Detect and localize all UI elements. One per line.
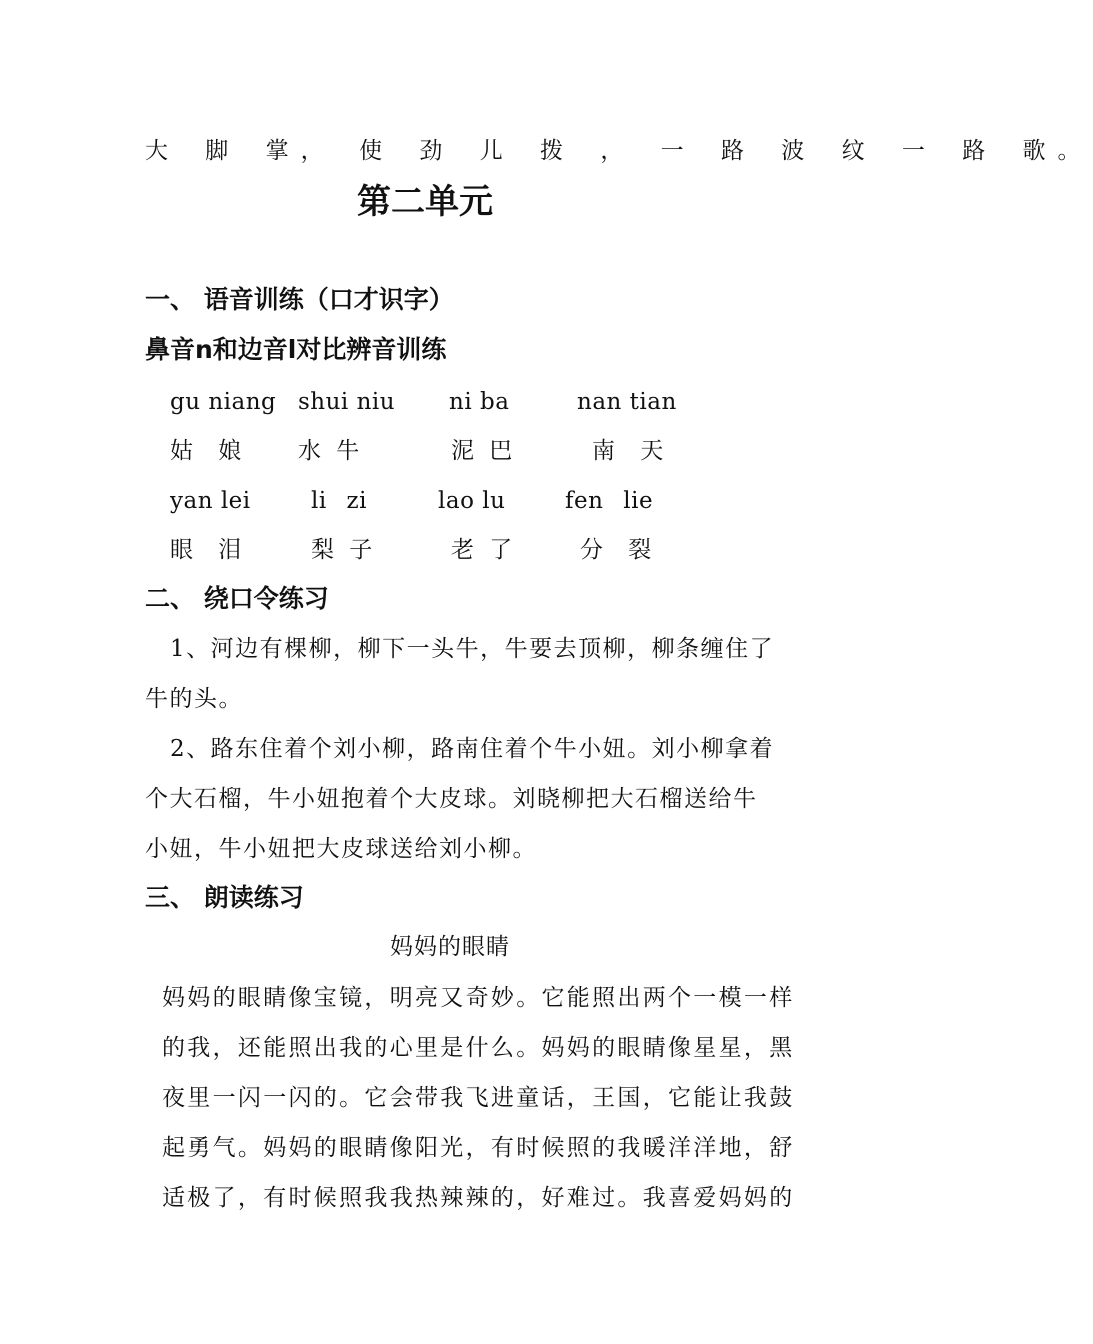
reading-line: 夜里一闪一闪的。它会带我飞进童话，王国，它能让我鼓	[162, 1085, 795, 1111]
hanzi-cell: 泥 巴	[451, 438, 513, 464]
pinyin-cell: yan lei	[170, 488, 251, 514]
top-verse-line: 大 脚 掌， 使 劲 儿 拨 ， 一 路 波 纹 一 路 歌。	[145, 138, 1093, 164]
tongue-twister-line: 2、路东住着个刘小柳，路南住着个牛小妞。刘小柳拿着	[170, 736, 775, 762]
reading-line: 起勇气。妈妈的眼睛像阳光，有时候照的我暖洋洋地，舒	[162, 1135, 795, 1161]
section-1-subheading: 鼻音n和边音l对比辨音训练	[145, 335, 447, 364]
reading-line: 适极了，有时候照我我热辣辣的，好难过。我喜爱妈妈的	[162, 1185, 795, 1211]
tongue-twister-line: 个大石榴，牛小妞抱着个大皮球。刘晓柳把大石榴送给牛	[145, 786, 758, 812]
reading-line: 的我，还能照出我的心里是什么。妈妈的眼睛像星星，黑	[162, 1035, 795, 1061]
reading-title: 妈妈的眼睛	[390, 934, 510, 960]
pinyin-cell: gu niang	[170, 389, 277, 415]
hanzi-cell: 老 了	[451, 537, 513, 563]
pinyin-cell: fen lie	[565, 488, 654, 514]
hanzi-cell: 南 天	[592, 438, 664, 464]
pinyin-cell: nan tian	[577, 389, 677, 415]
hanzi-cell: 分 裂	[580, 537, 652, 563]
unit-title: 第二单元	[357, 182, 493, 222]
tongue-twister-line: 牛的头。	[145, 686, 243, 712]
pinyin-cell: shui niu	[298, 389, 396, 415]
tongue-twister-line: 小妞，牛小妞把大皮球送给刘小柳。	[145, 836, 537, 862]
hanzi-cell: 水 牛	[298, 438, 360, 464]
section-1-heading: 一、 语音训练（口才识字）	[145, 285, 454, 314]
pinyin-cell: ni ba	[449, 389, 510, 415]
pinyin-cell: lao lu	[438, 488, 506, 514]
section-3-heading: 三、 朗读练习	[145, 883, 304, 912]
tongue-twister-line: 1、河边有棵柳，柳下一头牛，牛要去顶柳，柳条缠住了	[170, 636, 775, 662]
section-2-heading: 二、 绕口令练习	[145, 584, 329, 613]
hanzi-cell: 姑 娘	[170, 438, 242, 464]
pinyin-cell: li zi	[311, 488, 367, 514]
reading-line: 妈妈的眼睛像宝镜，明亮又奇妙。它能照出两个一模一样	[162, 985, 795, 1011]
hanzi-cell: 梨 子	[311, 537, 373, 563]
hanzi-cell: 眼 泪	[170, 537, 242, 563]
